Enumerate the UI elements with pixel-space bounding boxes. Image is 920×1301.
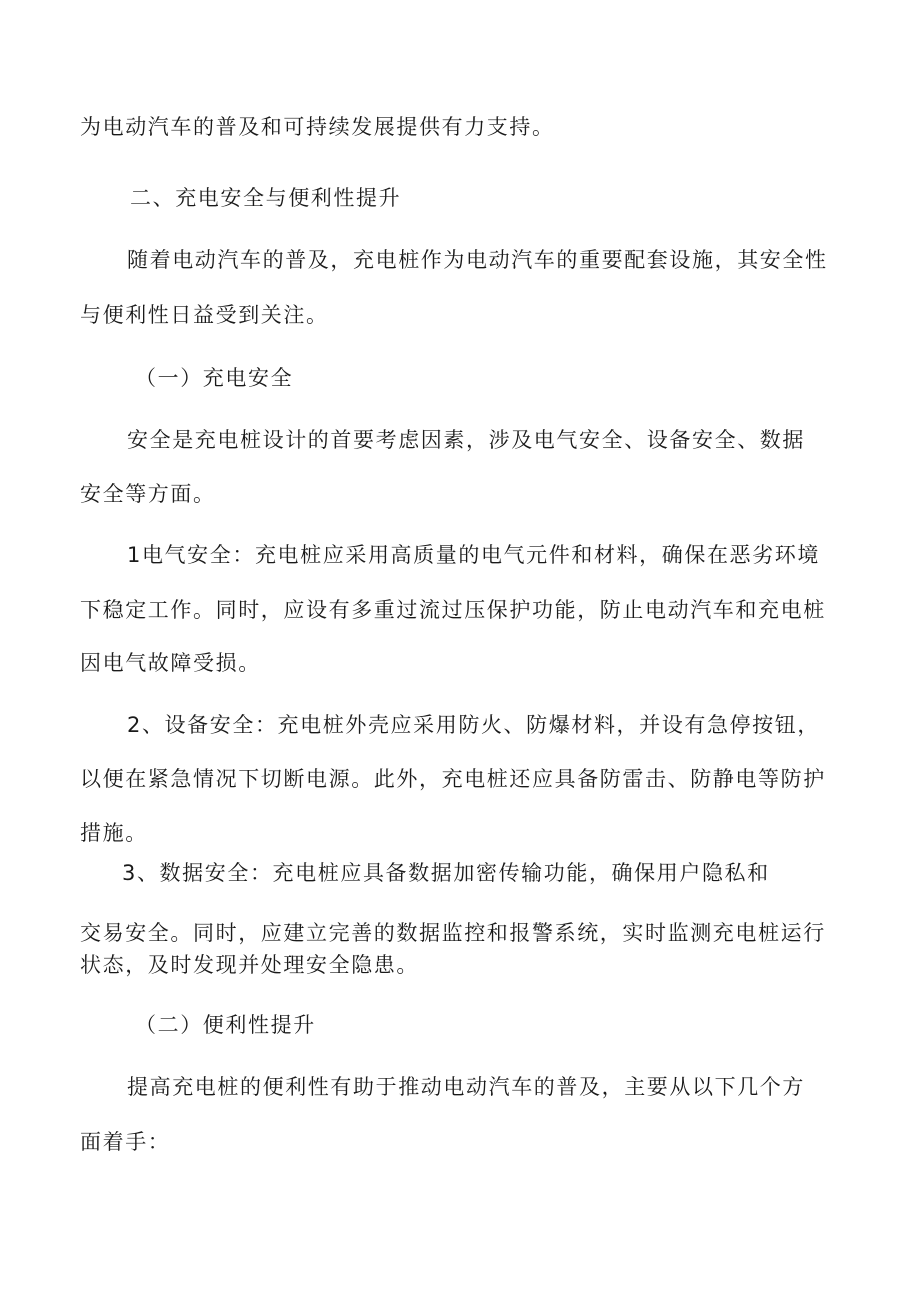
equipment-safety-line-2: 以便在紧急情况下切断电源。此外，充电桩还应具备防雷击、防静电等防护: [80, 767, 826, 791]
section-intro-line-2: 与便利性日益受到关注。: [80, 303, 329, 327]
equipment-safety-line-1: 2、设备安全：充电桩外壳应采用防火、防爆材料，并设有急停按钮，: [127, 713, 820, 737]
section-heading: 二、充电安全与便利性提升: [130, 186, 402, 210]
electrical-safety-line-1: 1电气安全：充电桩应采用高质量的电气元件和材料，确保在恶劣环境: [127, 543, 820, 567]
convenience-intro-line-1: 提高充电桩的便利性有助于推动电动汽车的普及，主要从以下几个方: [127, 1075, 805, 1099]
convenience-intro-line-2: 面着手：: [80, 1130, 171, 1154]
subsection-heading-safety: （一）充电安全: [135, 366, 294, 390]
safety-intro-line-2: 安全等方面。: [80, 482, 216, 506]
data-safety-line-3: 状态，及时发现并处理安全隐患。: [80, 953, 419, 977]
electrical-safety-line-3: 因电气故障受损。: [80, 651, 261, 675]
continuation-line: 为电动汽车的普及和可持续发展提供有力支持。: [80, 115, 555, 139]
subsection-heading-convenience: （二）便利性提升: [135, 1013, 316, 1037]
data-safety-line-2: 交易安全。同时，应建立完善的数据监控和报警系统，实时监测充电桩运行: [80, 921, 826, 945]
equipment-safety-line-3: 措施。: [80, 821, 148, 845]
safety-intro-line-1: 安全是充电桩设计的首要考虑因素，涉及电气安全、设备安全、数据: [127, 428, 805, 452]
section-intro-line-1: 随着电动汽车的普及，充电桩作为电动汽车的重要配套设施，其安全性: [127, 248, 828, 272]
electrical-safety-line-2: 下稳定工作。同时，应设有多重过流过压保护功能，防止电动汽车和充电桩: [80, 598, 826, 622]
data-safety-line-1: 3、数据安全：充电桩应具备数据加密传输功能，确保用户隐私和: [122, 861, 770, 885]
